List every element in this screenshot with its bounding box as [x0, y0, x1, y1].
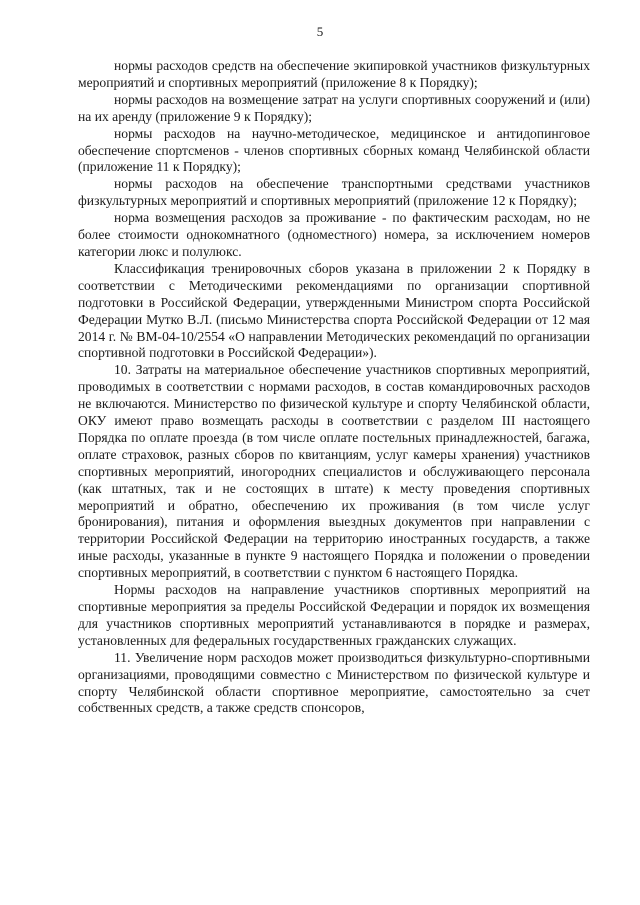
- paragraph-section-11: 11. Увеличение норм расходов может производиться физкультурно-спортивными организациями, проводящими совместно с Министерством по физической культуре и спорту Челябинской области спортивное мероприятие, самостоятельно за счет собственных средств, а также средств спонсоров,: [78, 649, 590, 716]
- paragraph-transport-norms: нормы расходов на обеспечение транспортными средствами участников физкультурных мероприятий и спортивных мероприятий (приложение 12 к Порядку);: [78, 176, 590, 209]
- paragraph-foreign-travel-norms: Нормы расходов на направление участников спортивных мероприятий на спортивные мероприятия за пределы Российской Федерации и порядок их возмещения для участников спортивных мероприятий устанавливаются в порядке и размерах, установленных для федеральных государственных гражданских служащих.: [78, 582, 590, 648]
- paragraph-facility-norms: нормы расходов на возмещение затрат на услуги спортивных сооружений и (или) на их аренду (приложение 9 к Порядку);: [78, 91, 590, 124]
- paragraph-accommodation-norm: норма возмещения расходов за проживание - по фактическим расходам, но не более стоимости однокомнатного (одноместного) номера, за исключением номеров категории люкс и полулюкс.: [78, 210, 590, 259]
- document-body: [78, 58, 590, 717]
- paragraph-equipment-norms: нормы расходов средств на обеспечение экипировкой участников физкультурных мероприятий и спортивных мероприятий (приложение 8 к Порядку);: [78, 58, 590, 90]
- paragraph-medical-norms: нормы расходов на научно-методическое, медицинское и антидопинговое обеспечение спортсменов - членов спортивных сборных команд Челябинской области (приложение 11 к Порядку);: [78, 125, 590, 175]
- paragraph-section-10: 10. Затраты на материальное обеспечение участников спортивных мероприятий, проводимых в соответствии с нормами расходов, в состав командировочных расходов не включаются. Министерство по физической культуре и спорту Челябинской области, ОКУ имеют право возмещать расходы в соответствии с разделом III настоящего Порядка по оплате проезда (в том числе оплате постельных принадлежностей, багажа, оплате страховок, разных сборов по квитанциям, услуг камеры хранения) участников спортивных мероприятий, иногородних специалистов и обслуживающего персонала (как штатных, так и не состоящих в штате) к месту проведения спортивных мероприятий и обратно, обеспечению их проживания (в том числе услуг бронирования), питания и оформления выездных документов при направлении с территории Российской Федерации на территорию иностранных государств, а также иные расходы, указанные в пункте 9 настоящего Порядка и положении о проведении спортивных мероприятий, в соответствии с пунктом 6 настоящего Порядка.: [78, 362, 590, 581]
- paragraph-training-classification: Классификация тренировочных сборов указана в приложении 2 к Порядку в соответствии с Методическими рекомендациями по организации спортивной подготовки в Российской Федерации, утвержденными Министром спорта Российской Федерации Мутко В.Л. (письмо Министерства спорта Российской Федерации от 12 мая 2014 г. № ВМ-04-10/2554 «О направлении Методических рекомендаций по организации спортивной подготовки в Российской Федерации»).: [78, 260, 590, 361]
- page-number: 5: [316, 24, 324, 39]
